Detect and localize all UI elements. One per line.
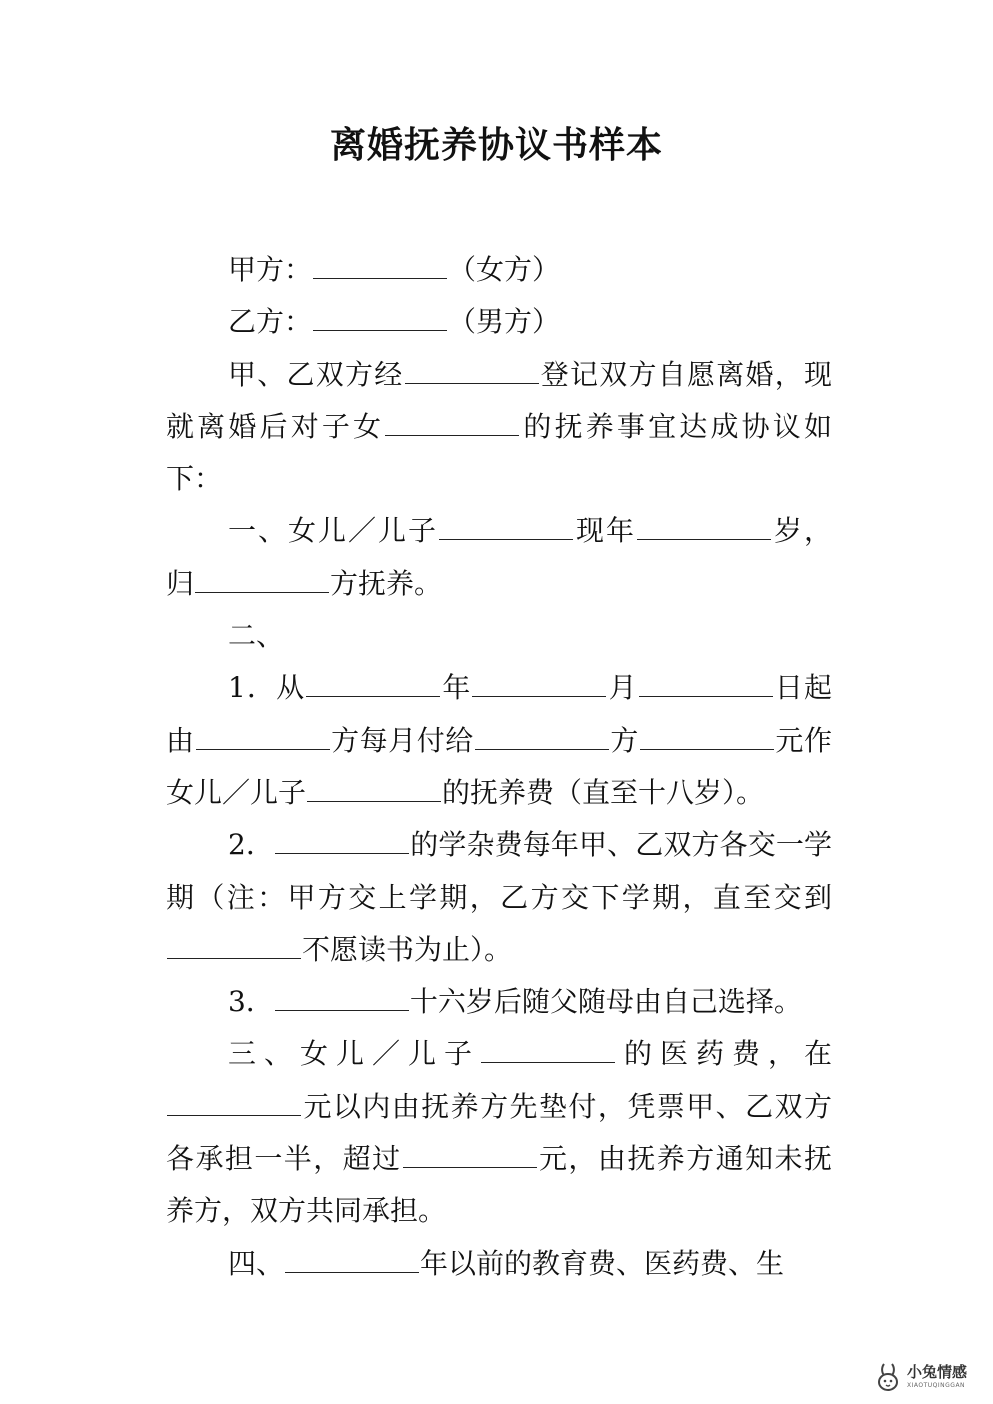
paragraph-text: 十六岁后随父随母由自己选择。 bbox=[409, 985, 802, 1019]
blank-fill-line bbox=[307, 775, 441, 802]
paragraph-text: 方每月付给 bbox=[330, 723, 474, 757]
paragraph-text: 的医药费，在 bbox=[615, 1037, 832, 1071]
paragraph bbox=[166, 819, 832, 976]
paragraph-text: 元，由抚养方通知未抚养方，双方共同承担。 bbox=[166, 1142, 832, 1228]
agreement-body bbox=[166, 244, 832, 1290]
paragraph-text: 方 bbox=[609, 723, 639, 757]
paragraph-text: 甲方： bbox=[228, 253, 313, 286]
paragraph-text: 年以前的教育费、医药费、生 bbox=[420, 1246, 785, 1280]
paragraph-text: 登记双方自愿离婚，现就离婚后对子女 bbox=[166, 357, 832, 443]
blank-fill-line bbox=[196, 723, 330, 750]
blank-fill-line bbox=[275, 984, 409, 1011]
blank-fill-line bbox=[439, 513, 573, 540]
paragraph bbox=[166, 505, 832, 610]
paragraph bbox=[166, 1238, 832, 1290]
paragraph-text: （男方） bbox=[448, 305, 561, 339]
blank-fill-line bbox=[167, 932, 301, 959]
paragraph-text: 3． bbox=[228, 985, 274, 1019]
paragraph-text: 方抚养。 bbox=[330, 566, 443, 600]
paragraph-text: 的抚养费（直至十八岁）。 bbox=[442, 775, 765, 809]
paragraph-text: 二、 bbox=[228, 619, 285, 653]
paragraph-text: 年 bbox=[441, 671, 472, 705]
paragraph-text: 甲、乙双方经 bbox=[228, 357, 404, 391]
blank-fill-line bbox=[637, 513, 771, 540]
blank-fill-line bbox=[403, 1141, 537, 1168]
blank-fill-line bbox=[275, 827, 409, 854]
paragraph-text: 月 bbox=[607, 671, 638, 705]
blank-fill-line bbox=[195, 566, 329, 593]
paragraph bbox=[166, 1028, 832, 1237]
paragraph-text: 元以内由抚养方先垫付，凭票甲、乙双方各承担一半，超过 bbox=[166, 1089, 832, 1176]
blank-fill-line bbox=[475, 723, 609, 750]
paragraph-text: 2． bbox=[228, 828, 275, 862]
paragraph bbox=[166, 610, 832, 662]
paragraph bbox=[166, 976, 832, 1028]
blank-fill-line bbox=[313, 252, 447, 279]
paragraph-text: 的抚养事宜达成协议如下： bbox=[166, 409, 832, 496]
watermark-logo bbox=[875, 1360, 983, 1394]
paragraph-text: 四、 bbox=[228, 1246, 285, 1280]
paragraph-text: 日起由 bbox=[166, 671, 832, 757]
paragraph-text: 1．从 bbox=[228, 671, 306, 705]
blank-fill-line bbox=[306, 670, 440, 697]
page-title: 离婚抚养协议书样本 bbox=[329, 125, 663, 166]
paragraph-text: 不愿读书为止）。 bbox=[302, 932, 513, 966]
blank-fill-line bbox=[481, 1036, 615, 1063]
paragraph bbox=[166, 349, 832, 506]
paragraph bbox=[166, 662, 832, 819]
paragraph-text: （女方） bbox=[448, 253, 561, 286]
blank-fill-line bbox=[385, 409, 519, 436]
watermark-text: 小兔情感 bbox=[907, 1363, 968, 1381]
paragraph-text: 乙方： bbox=[228, 305, 313, 339]
blank-fill-line bbox=[405, 357, 539, 384]
paragraph-text: 的学杂费每年甲、乙双方各交一学期（注：甲方交上学期，乙方交下学期，直至交到 bbox=[166, 828, 832, 914]
paragraph-text: 三、女儿／儿子 bbox=[228, 1037, 480, 1071]
paragraph-text: 元作女儿／儿子 bbox=[166, 723, 832, 809]
blank-fill-line bbox=[640, 723, 774, 750]
watermark-subtext: XIAOTUQINGGAN bbox=[907, 1382, 966, 1389]
paragraph bbox=[166, 296, 832, 348]
blank-fill-line bbox=[167, 1089, 301, 1116]
rabbit-icon bbox=[875, 1362, 903, 1392]
paragraph-text: 现年 bbox=[573, 514, 636, 548]
blank-fill-line bbox=[285, 1246, 419, 1273]
blank-fill-line bbox=[472, 670, 606, 697]
paragraph bbox=[166, 244, 832, 296]
blank-fill-line bbox=[639, 670, 773, 697]
paragraph-text: 岁，归 bbox=[166, 514, 832, 600]
paragraph-text: 一、女儿／儿子 bbox=[228, 514, 438, 548]
blank-fill-line bbox=[313, 304, 447, 331]
